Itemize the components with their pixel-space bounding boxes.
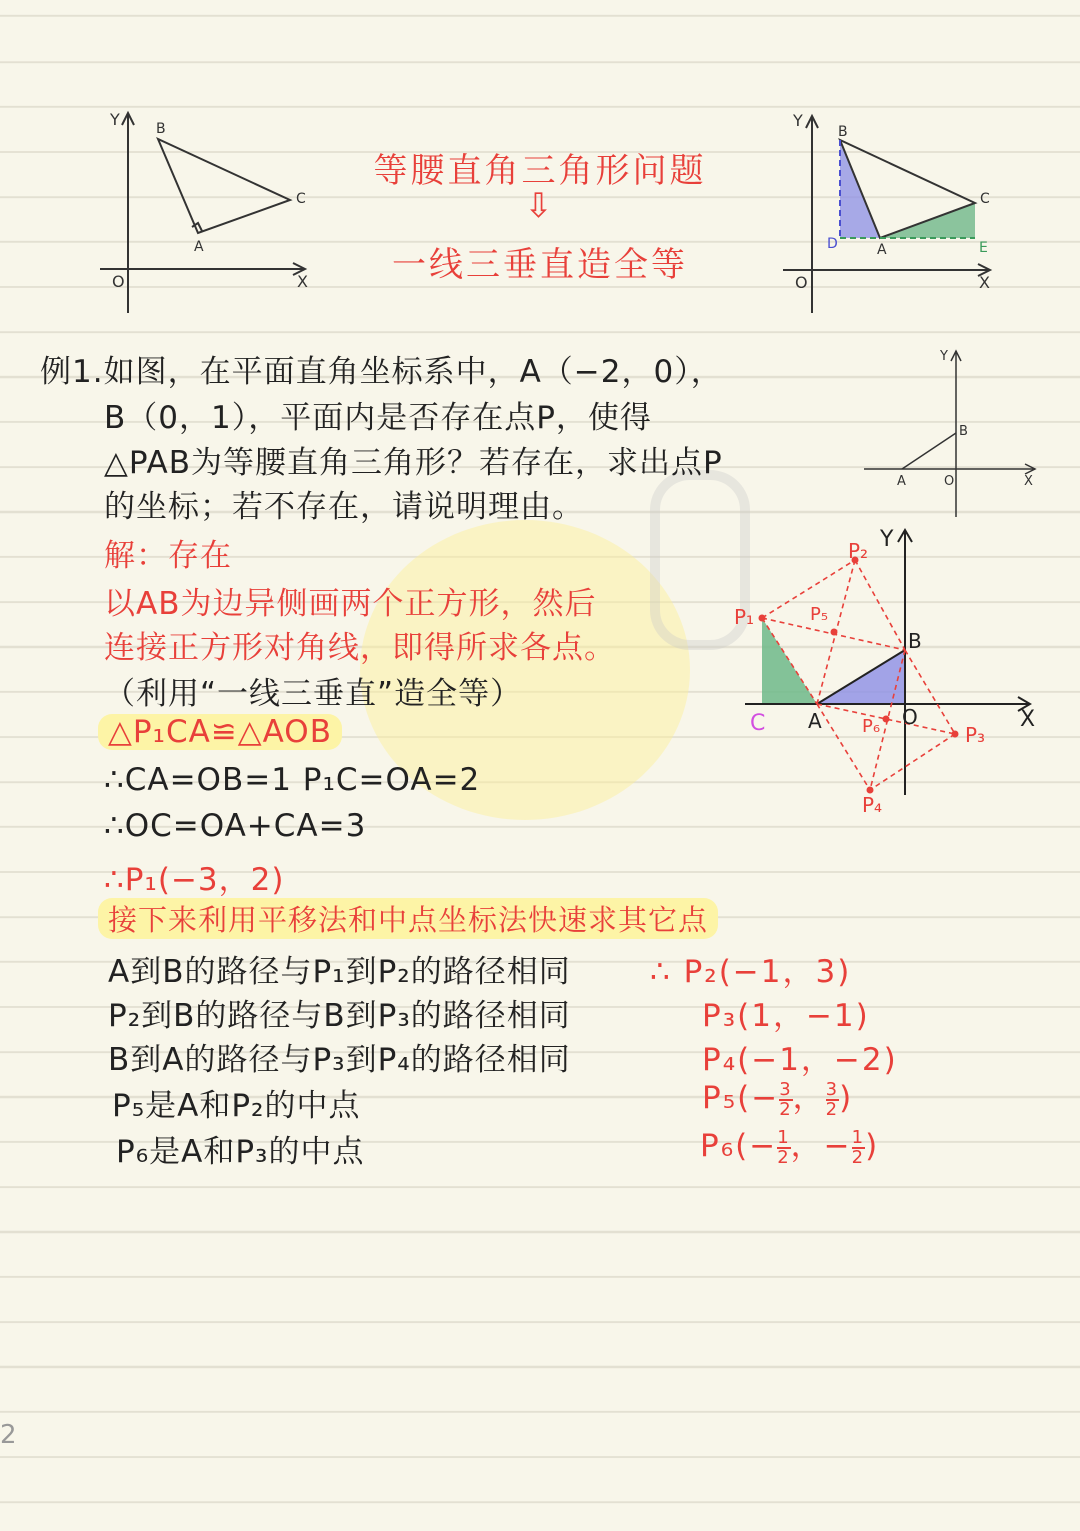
step-5-prefix: P₆(− <box>700 1128 778 1164</box>
small-a-label: A <box>897 474 906 489</box>
step-4-suffix: ) <box>839 1080 854 1116</box>
main-p5-label: P₅ <box>810 604 829 625</box>
solution-line-3: 连接正方形对角线，即得所求各点。 <box>104 630 616 666</box>
figure-right <box>775 108 1015 318</box>
step-4-frac-1: $\frac{3}{2}$ <box>779 1078 793 1120</box>
step-4-frac-2: $\frac{3}{2}$ <box>825 1078 840 1120</box>
right-d-label: D <box>827 236 838 252</box>
step-4-prefix: P₅(− <box>702 1080 780 1116</box>
step-4-text: P₅是A和P₂的中点 <box>112 1088 361 1124</box>
right-x-label: X <box>979 273 990 292</box>
step-5-suffix: ) <box>865 1128 880 1164</box>
left-b-label: B <box>156 121 166 137</box>
solution-line-9: 接下来利用平移法和中点坐标法快速求其它点 <box>98 898 718 939</box>
step-5-answer <box>700 1120 879 1167</box>
left-y-label: Y <box>110 110 120 129</box>
main-a-label: A <box>808 709 822 733</box>
title-arrow: ⇩ <box>524 186 556 226</box>
right-o-label: O <box>795 273 808 292</box>
problem-line-4: 的坐标；若不存在，请说明理由。 <box>104 489 584 525</box>
title-line-1: 等腰直角三角形问题 <box>373 151 707 191</box>
small-b-label: B <box>959 424 968 439</box>
step-2-text: P₂到B的路径与B到P₃的路径相同 <box>108 998 571 1034</box>
problem-line-1: 例1.如图，在平面直角坐标系中，A（−2，0）， <box>40 354 723 390</box>
small-x-label: X <box>1024 474 1033 489</box>
figure-small <box>860 345 1040 525</box>
main-x-label: X <box>1020 707 1036 732</box>
step-5-frac-1: $\frac{1}{2}$ <box>777 1126 791 1168</box>
solution-line-5: △P₁CA≌△AOB <box>98 714 342 750</box>
step-1-answer: ∴ P₂(−1，3) <box>650 954 852 990</box>
left-x-label: X <box>297 272 308 291</box>
title-line-2: 一线三垂直造全等 <box>392 245 688 285</box>
right-e-label: E <box>979 240 988 256</box>
main-y-label: Y <box>880 527 894 552</box>
left-o-label: O <box>112 272 125 291</box>
solution-line-8: ∴P₁(−3，2) <box>104 862 285 898</box>
step-5-text: P₆是A和P₃的中点 <box>116 1134 365 1170</box>
left-c-label: C <box>296 191 306 207</box>
main-p1-label: P₁ <box>734 605 755 629</box>
step-5-sep: ，− <box>790 1128 852 1164</box>
small-o-label: O <box>944 474 955 489</box>
step-3-text: B到A的路径与P₃到P₄的路径相同 <box>108 1042 571 1078</box>
main-p6-label: P₆ <box>862 716 881 737</box>
right-y-label: Y <box>793 111 803 130</box>
solution-line-7: ∴OC=OA+CA=3 <box>104 808 367 844</box>
figure-left <box>90 105 330 320</box>
main-p4-label: P₄ <box>862 793 883 817</box>
page-number: 2 <box>0 1420 17 1450</box>
main-o-label: O <box>902 705 918 729</box>
problem-line-3: △PAB为等腰直角三角形？若存在，求出点P <box>104 445 723 481</box>
solution-line-4: （利用“一线三垂直”造全等） <box>104 676 523 712</box>
step-4-sep: ， <box>792 1080 826 1116</box>
right-a-label: A <box>877 242 887 258</box>
step-1-text: A到B的路径与P₁到P₂的路径相同 <box>108 954 571 990</box>
main-b-label: B <box>908 629 922 653</box>
step-3-answer: P₄(−1，−2) <box>702 1042 898 1078</box>
solution-line-1: 解：存在 <box>104 538 232 574</box>
main-p2-label: P₂ <box>848 539 869 563</box>
step-4-answer <box>702 1072 853 1119</box>
figure-main <box>730 520 1050 820</box>
main-p3-label: P₃ <box>965 723 986 747</box>
step-2-answer: P₃(1，−1) <box>702 998 870 1034</box>
problem-line-2: B（0，1），平面内是否存在点P，使得 <box>104 400 652 436</box>
small-y-label: Y <box>940 349 948 364</box>
right-c-label: C <box>980 191 990 207</box>
solution-line-6: ∴CA=OB=1 P₁C=OA=2 <box>104 762 481 798</box>
solution-line-2: 以AB为边异侧画两个正方形，然后 <box>104 586 597 622</box>
step-5-frac-2: $\frac{1}{2}$ <box>851 1126 866 1168</box>
green-triangle-main <box>762 618 817 704</box>
main-c-label: C <box>750 711 766 736</box>
left-a-label: A <box>194 239 204 255</box>
right-b-label: B <box>838 124 848 140</box>
